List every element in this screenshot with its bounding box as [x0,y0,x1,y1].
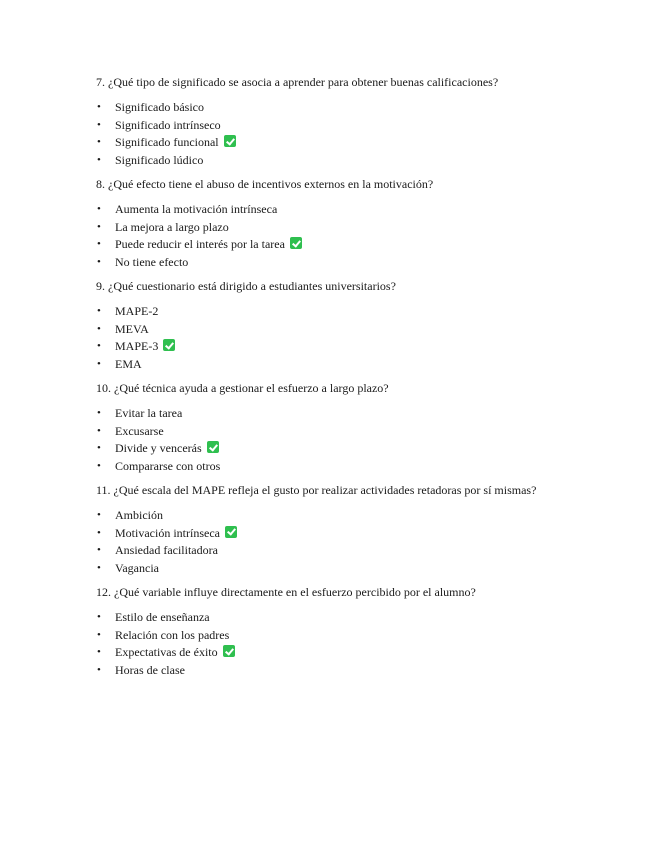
answer-label: Expectativas de éxito [115,645,218,659]
check-mark-icon [225,526,237,538]
answer-option [96,219,616,237]
question-text: 10. ¿Qué técnica ayuda a gestionar el esfuerzo a largo plazo? [96,381,389,395]
bullet-icon: • [97,238,101,250]
question-block [96,584,616,679]
bullet-icon: • [97,136,101,148]
answer-label: MAPE-3 [115,339,159,353]
answer-label: Compararse con otros [115,458,221,473]
answer-label: Puede reducir el interés por la tarea [115,237,285,251]
bullet-icon: • [97,407,101,419]
answer-option [96,507,616,525]
bullet-icon: • [97,459,101,472]
answer-label: Aumenta la motivación intrínseca [115,202,278,216]
question-block [96,380,616,475]
question-text: 7. ¿Qué tipo de significado se asocia a aprender para obtener buenas calificaciones? [96,75,499,89]
question-text: 12. ¿Qué variable influye directamente en el esfuerzo percibido por el alumno? [96,585,476,599]
question-text: 11. ¿Qué escala del MAPE refleja el gusto por realizar actividades retadoras por sí mismas? [96,483,537,497]
answer-option [96,423,616,441]
answer-option [96,303,616,321]
answer-label: Significado lúdico [115,152,204,167]
answer-label: Evitar la tarea [115,406,183,420]
answer-label: EMA [115,356,142,371]
check-mark-icon [223,645,235,657]
bullet-icon: • [97,509,101,521]
answer-label: Ambición [115,508,163,522]
quiz-page [96,74,616,686]
bullet-icon: • [97,340,101,352]
question-text: 9. ¿Qué cuestionario está dirigido a estudiantes universitarios? [96,279,396,293]
answer-label: Significado básico [115,100,204,114]
bullet-icon: • [97,255,101,268]
bullet-icon: • [97,357,101,370]
answer-list [96,303,616,373]
answer-option [96,458,616,476]
bullet-icon: • [97,101,101,113]
answer-label: MAPE-2 [115,304,159,318]
bullet-icon: • [97,544,101,556]
bullet-icon: • [97,322,101,335]
bullet-icon: • [97,526,101,539]
answer-label: Motivación intrínseca [115,525,220,540]
answer-option [96,405,616,423]
answer-list [96,609,616,679]
answer-option [96,134,616,152]
answer-label: No tiene efecto [115,254,189,269]
question-block [96,74,616,169]
check-mark-icon [163,339,175,351]
answer-option [96,356,616,374]
answer-label: Horas de clase [115,662,185,677]
answer-option [96,440,616,458]
answer-option [96,560,616,578]
answer-label: Divide y vencerás [115,441,202,455]
answer-option [96,338,616,356]
answer-option [96,236,616,254]
answer-option [96,99,616,117]
answer-label: Vagancia [115,560,159,575]
answer-option [96,321,616,339]
check-mark-icon [290,237,302,249]
bullet-icon: • [97,646,101,658]
answer-option [96,117,616,135]
bullet-icon: • [97,663,101,676]
answer-label: Estilo de enseñanza [115,610,210,624]
answer-option [96,627,616,645]
answer-option [96,152,616,170]
check-mark-icon [207,441,219,453]
bullet-icon: • [97,220,101,233]
question-block [96,176,616,271]
bullet-icon: • [97,203,101,215]
bullet-icon: • [97,424,101,437]
answer-option [96,644,616,662]
bullet-icon: • [97,118,101,131]
answer-label: Significado intrínseco [115,117,221,132]
answer-option [96,662,616,680]
answer-label: Significado funcional [115,135,219,149]
answer-list [96,99,616,169]
answer-label: Excusarse [115,423,164,438]
bullet-icon: • [97,628,101,641]
answer-label: La mejora a largo plazo [115,219,229,234]
bullet-icon: • [97,442,101,454]
answer-label: Ansiedad facilitadora [115,543,218,557]
bullet-icon: • [97,305,101,317]
bullet-icon: • [97,611,101,623]
answer-option [96,254,616,272]
answer-list [96,405,616,475]
answer-list [96,201,616,271]
answer-label: Relación con los padres [115,627,230,642]
question-text: 8. ¿Qué efecto tiene el abuso de incentivos externos en la motivación? [96,177,434,191]
answer-option [96,542,616,560]
check-mark-icon [224,135,236,147]
answer-option [96,201,616,219]
bullet-icon: • [97,561,101,574]
question-block [96,482,616,577]
answer-label: MEVA [115,321,149,336]
answer-option [96,609,616,627]
answer-option [96,525,616,543]
answer-list [96,507,616,577]
question-block [96,278,616,373]
bullet-icon: • [97,153,101,166]
